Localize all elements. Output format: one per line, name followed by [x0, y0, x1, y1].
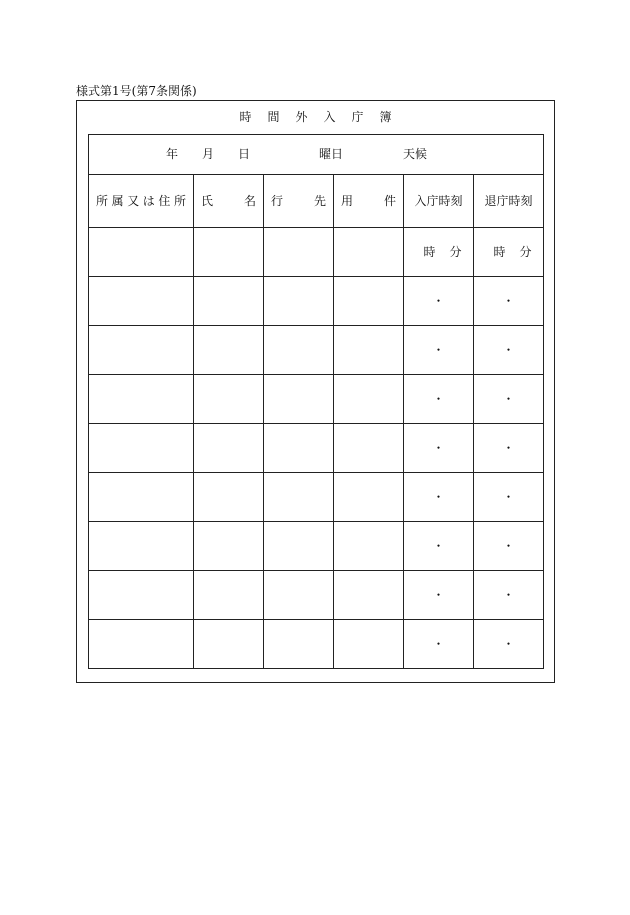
destination-field[interactable] [264, 620, 334, 669]
entry-time-field[interactable]: ・ [404, 571, 474, 620]
affiliation-field[interactable] [89, 375, 194, 424]
name-field[interactable] [194, 375, 264, 424]
entry-time-field[interactable]: ・ [404, 522, 474, 571]
form-title: 時間外入庁簿 [239, 110, 408, 124]
date-weather-row [89, 135, 544, 175]
header-char: 氏 [201, 194, 214, 208]
name-field[interactable] [194, 620, 264, 669]
weekday-label: 曜日 [319, 147, 344, 161]
destination-field[interactable] [264, 424, 334, 473]
affiliation-field[interactable] [89, 522, 194, 571]
destination-field[interactable] [264, 375, 334, 424]
entry-time-units [404, 228, 474, 277]
name-field[interactable] [194, 571, 264, 620]
exit-time-field[interactable]: ・ [474, 473, 544, 522]
header-name [194, 175, 264, 228]
purpose-field[interactable] [334, 620, 404, 669]
hour-unit: 時 [493, 245, 506, 259]
header-char: 所 [173, 194, 186, 208]
header-char: 又 [127, 194, 140, 208]
time-unit-row [89, 228, 544, 277]
exit-time-field[interactable]: ・ [474, 424, 544, 473]
header-char: 名 [243, 194, 256, 208]
table-row [89, 277, 544, 326]
name-field[interactable] [194, 277, 264, 326]
affiliation-field[interactable] [89, 277, 194, 326]
affiliation-field[interactable] [89, 571, 194, 620]
entry-time-field[interactable]: ・ [404, 620, 474, 669]
exit-time-field[interactable]: ・ [474, 277, 544, 326]
header-exit-time: 退庁時刻 [474, 175, 544, 228]
entry-time-field[interactable]: ・ [404, 375, 474, 424]
destination-field[interactable] [264, 277, 334, 326]
month-label: 月 [202, 147, 215, 161]
purpose-field[interactable] [334, 326, 404, 375]
name-field[interactable] [194, 473, 264, 522]
purpose-field[interactable] [334, 424, 404, 473]
affiliation-field[interactable] [89, 424, 194, 473]
table-row [89, 571, 544, 620]
destination-field[interactable] [264, 228, 334, 277]
exit-time-field[interactable]: ・ [474, 620, 544, 669]
name-field[interactable] [194, 424, 264, 473]
name-field[interactable] [194, 326, 264, 375]
destination-field[interactable] [264, 522, 334, 571]
exit-time-field[interactable]: ・ [474, 326, 544, 375]
header-purpose [334, 175, 404, 228]
affiliation-field[interactable] [89, 326, 194, 375]
table-row [89, 522, 544, 571]
entry-time-field[interactable]: ・ [404, 473, 474, 522]
header-destination [264, 175, 334, 228]
header-char: 件 [383, 194, 396, 208]
purpose-field[interactable] [334, 228, 404, 277]
affiliation-field[interactable] [89, 473, 194, 522]
table-row [89, 375, 544, 424]
day-label: 日 [238, 147, 251, 161]
purpose-field[interactable] [334, 522, 404, 571]
overtime-entry-table [88, 134, 544, 669]
purpose-field[interactable] [334, 375, 404, 424]
purpose-field[interactable] [334, 277, 404, 326]
name-field[interactable] [194, 522, 264, 571]
name-field[interactable] [194, 228, 264, 277]
destination-field[interactable] [264, 571, 334, 620]
year-label: 年 [166, 147, 179, 161]
header-char: 住 [158, 194, 171, 208]
entry-time-field[interactable]: ・ [404, 326, 474, 375]
table-row [89, 326, 544, 375]
weather-label: 天候 [403, 147, 428, 161]
form-reference: 様式第1号(第7条関係) [76, 84, 197, 98]
minute-unit: 分 [519, 245, 532, 259]
table-row [89, 424, 544, 473]
entry-time-field[interactable]: ・ [404, 277, 474, 326]
header-char: 行 [271, 194, 284, 208]
entry-time-field[interactable]: ・ [404, 424, 474, 473]
exit-time-field[interactable]: ・ [474, 571, 544, 620]
header-affiliation [89, 175, 194, 228]
header-char: 先 [313, 194, 326, 208]
header-char: 所 [96, 194, 109, 208]
destination-field[interactable] [264, 473, 334, 522]
minute-unit: 分 [449, 245, 462, 259]
hour-unit: 時 [423, 245, 436, 259]
exit-time-units [474, 228, 544, 277]
header-entry-time: 入庁時刻 [404, 175, 474, 228]
header-char: 属 [111, 194, 124, 208]
destination-field[interactable] [264, 326, 334, 375]
header-char: は [142, 194, 155, 208]
purpose-field[interactable] [334, 571, 404, 620]
table-row [89, 473, 544, 522]
table-row [89, 620, 544, 669]
header-char: 用 [341, 194, 354, 208]
affiliation-field[interactable] [89, 228, 194, 277]
affiliation-field[interactable] [89, 620, 194, 669]
purpose-field[interactable] [334, 473, 404, 522]
exit-time-field[interactable]: ・ [474, 375, 544, 424]
exit-time-field[interactable]: ・ [474, 522, 544, 571]
